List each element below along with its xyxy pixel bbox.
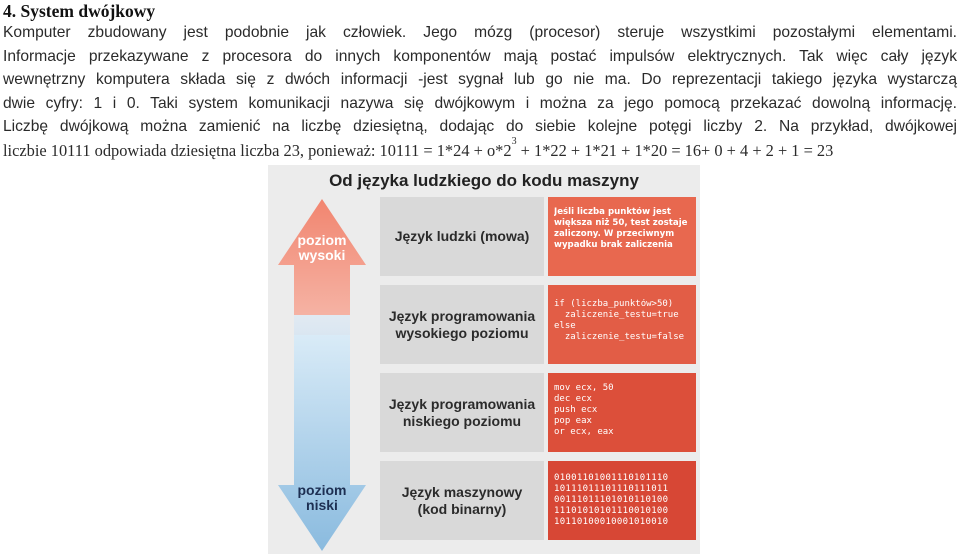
exponent: 3	[511, 135, 517, 147]
level-high-level-language	[380, 285, 696, 364]
up-arrow-icon	[278, 199, 366, 335]
section-heading: 4. System dwójkowy	[3, 1, 156, 21]
equation-end: + 1*22 + 1*21 + 1*20 = 16+ 0 + 4 + 2 + 1 = 23	[516, 140, 834, 160]
paragraph-line: Informacje przekazywane z procesora do innych komponentów mają postać impulsów elektrycznych. Tak więc cały język	[3, 47, 957, 65]
paragraph-line: Liczbę dwójkową można zamienić na liczbę dziesiętną, dodając do siebie kolejne potęgi liczby 2. Na przykład, dwójkowej	[3, 118, 957, 135]
level-example: Jeśli liczba punktów jest większa niż 50, test zostaje zaliczony. W przeciwnym wypadku brak zaliczenia	[548, 197, 696, 276]
intro-paragraph	[3, 21, 957, 162]
level-example: mov ecx, 50 dec ecx push ecx pop eax or ecx, eax	[548, 373, 696, 452]
level-example: if (liczba_punktów>50) zaliczenie_testu=true else zaliczenie_testu=false	[548, 285, 696, 364]
equation-start: liczbie 10111 odpowiada dziesiętna liczba 23, ponieważ: 10111 = 1*24 + o*2	[3, 140, 512, 160]
figure-title: Od języka ludzkiego do kodu maszyny	[329, 171, 639, 190]
level-human-language	[380, 197, 696, 276]
language-levels-figure	[268, 165, 700, 554]
level-example: 01001101001110101110 10111011101110111011 00111011101010110100 11101010101110010100 10110100010001010010	[548, 461, 696, 540]
paragraph-line: wewnętrzny komputera składa się z dwóch informacji -jest sygnał lub go nie ma. Do reprezentacji takiego języka wystarczą	[3, 71, 957, 88]
level-name: Język programowania niskiego poziomu	[380, 373, 544, 452]
level-low-level-language	[380, 373, 696, 452]
paragraph-line: dwie cyfry: 1 i 0. Taki system komunikacji nazywa się dwójkowym i można za jego pomocą przekazać dowolną informację.	[3, 94, 957, 112]
paragraph-line-equation	[3, 135, 957, 163]
up-arrow-label: poziom wysoki	[297, 232, 347, 263]
level-name: Język maszynowy (kod binarny)	[380, 461, 544, 540]
level-name: Język programowania wysokiego poziomu	[380, 285, 544, 364]
down-arrow-label: poziom niski	[297, 482, 347, 513]
level-machine-code	[380, 461, 696, 540]
paragraph-line: Komputer zbudowany jest podobnie jak człowiek. Jego mózg (procesor) steruje wszystkimi pozostałymi elementami.	[3, 24, 957, 41]
down-arrow-icon	[278, 315, 366, 551]
level-name: Język ludzki (mowa)	[380, 197, 544, 276]
